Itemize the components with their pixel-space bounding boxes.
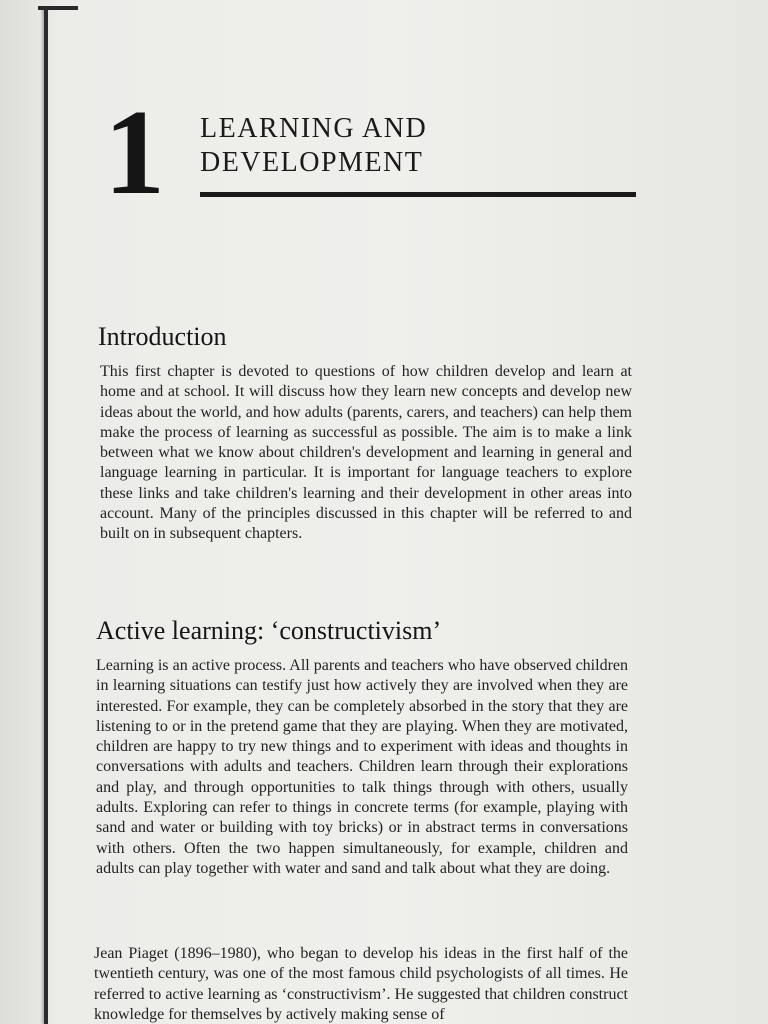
chapter-number: 1 bbox=[104, 85, 165, 220]
section-heading-active-learning: Active learning: ‘constructivism’ bbox=[96, 616, 442, 645]
section-heading-introduction: Introduction bbox=[98, 322, 227, 351]
active-learning-paragraph: Learning is an active process. All parents and teachers who have observed children in learning situations can testify just how actively they are involved when they are interested. For example, they can be completely absorbed in the story that they are listening to or in the pretend game that they are playing. When they are motivated, children are happy to try new things and to experiment with ideas and thoughts in conversations with adults and teachers. Children learn through their explorations and play, and through opportunities to talk things through with others, usually adults. Exploring can refer to things in concrete terms (for example, playing with sand and water or building with toy bricks) or in abstract terms in conversations with others. Often the two happen simultaneously, for example, children and adults can play together with water and sand and talk about what they are doing. bbox=[96, 657, 628, 877]
chapter-title-line-2: DEVELOPMENT bbox=[200, 147, 424, 178]
chapter-title-line-1: LEARNING AND bbox=[200, 113, 428, 144]
book-spine-corner bbox=[38, 6, 78, 10]
introduction-paragraph: This first chapter is devoted to questions of how children develop and learn at home and at school. It will discuss how they learn new concepts and develop new ideas about the world, and how adults (parents, carers, and teachers) can help them make the process of learning as successful as possible. The aim is to make a link between what we know about children's development and learning in general and language learning in particular. It is important for language teachers to explore these links and take children's learning and their development in other areas into account. Many of the principles discussed in this chapter will be referred to and built on in subsequent chapters. bbox=[100, 363, 632, 543]
piaget-paragraph: Jean Piaget (1896–1980), who began to develop his ideas in the first half of the twentieth century, was one of the most famous child psychologists of all times. He referred to active learning as ‘constructivism’. He suggested that children construct knowledge for themselves by actively making sense of bbox=[94, 945, 628, 1023]
chapter-title-rule bbox=[200, 192, 636, 197]
book-spine-shadow bbox=[44, 8, 48, 1024]
chapter-title bbox=[200, 112, 427, 180]
